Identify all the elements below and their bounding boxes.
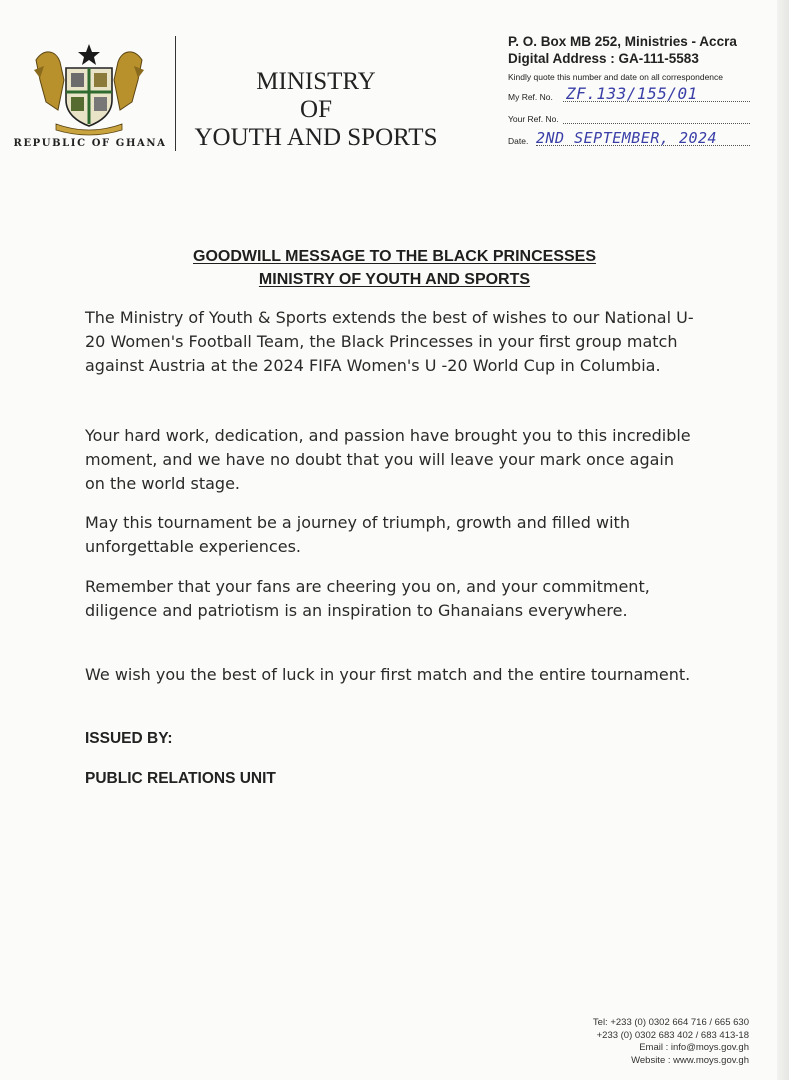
paragraph-5 <box>85 663 695 687</box>
issuer-name: PUBLIC RELATIONS UNIT <box>85 770 276 787</box>
document-title <box>0 245 789 291</box>
footer-contact <box>549 1017 749 1067</box>
paragraph-2-text: Your hard work, dedication, and passion have brought you to this incredible moment, and we have no doubt that you will leave your mark once again on the world stage. <box>85 426 691 493</box>
footer-website: Website : www.moys.gov.gh <box>631 1054 749 1066</box>
your-ref-row <box>508 107 758 127</box>
po-box: P. O. Box MB 252, Ministries - Accra <box>508 34 737 49</box>
ministry-name <box>180 68 452 152</box>
paragraph-1-text: The Ministry of Youth & Sports extends the best of wishes to our National U-20 Women's Football Team, the Black Princesses in your first group match against Austria at the 2024 FIFA Women's U -20 World Cup in Columbia. <box>85 308 694 375</box>
paragraph-3 <box>85 511 695 559</box>
my-ref-label: My Ref. No. <box>508 92 553 102</box>
footer-email: Email : info@moys.gov.gh <box>639 1042 749 1053</box>
my-ref-row <box>508 85 758 105</box>
paragraph-2 <box>85 424 695 496</box>
digital-address: Digital Address : GA-111-5583 <box>508 51 699 66</box>
ministry-line-2: OF <box>300 96 332 123</box>
date-label: Date. <box>508 136 529 146</box>
footer-tel-1: Tel: +233 (0) 0302 664 716 / 665 630 <box>592 1017 749 1028</box>
my-ref-value: ZF.133/155/01 <box>566 84 698 103</box>
paragraph-5-text: We wish you the best of luck in your first match and the entire tournament. <box>85 665 691 684</box>
ministry-line-1: MINISTRY <box>256 68 376 95</box>
your-ref-label: Your Ref. No. <box>508 114 559 124</box>
paragraph-3-text: May this tournament be a journey of triumph, growth and filled with unforgettable experiences. <box>85 513 630 556</box>
paragraph-1 <box>85 306 695 378</box>
ghana-coat-of-arms-icon <box>30 40 148 136</box>
issued-by-label: ISSUED BY: <box>85 730 173 747</box>
paragraph-4-text: Remember that your fans are cheering you on, and your commitment, diligence and patriotism is an inspiration to Ghanaians everywhere. <box>85 577 650 620</box>
footer-tel-2: +233 (0) 0302 683 402 / 683 413-18 <box>596 1029 749 1041</box>
paragraph-4 <box>85 575 695 623</box>
title-line-2: MINISTRY OF YOUTH AND SPORTS <box>258 271 531 288</box>
quote-note: Kindly quote this number and date on all correspondence <box>508 72 724 82</box>
your-ref-line <box>563 123 750 124</box>
title-line-1: GOODWILL MESSAGE TO THE BLACK PRINCESSES <box>193 248 596 265</box>
date-value: 2ND SEPTEMBER, 2024 <box>536 129 718 147</box>
republic-of-ghana-label: REPUBLIC OF GHANA <box>13 138 167 149</box>
ministry-line-3: YOUTH AND SPORTS <box>194 124 438 151</box>
page-edge <box>777 0 789 1080</box>
contact-block <box>508 33 758 149</box>
header-divider <box>175 36 176 151</box>
date-row <box>508 129 758 149</box>
